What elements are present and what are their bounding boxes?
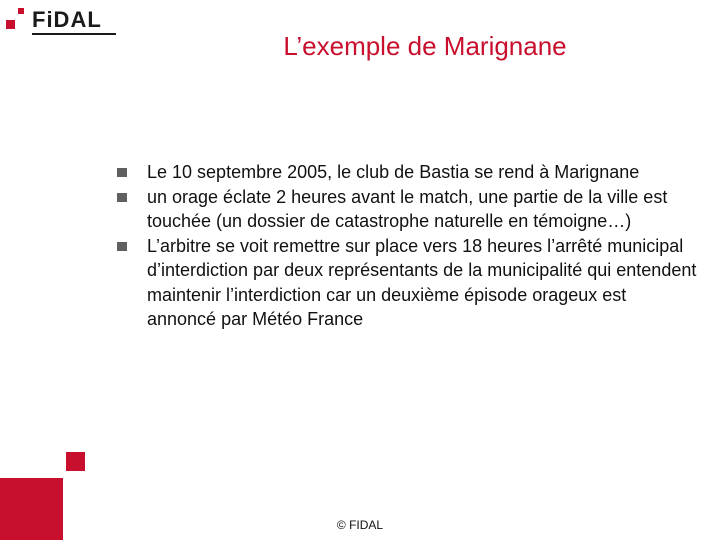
bullet-item [117, 160, 697, 185]
bullet-text: un orage éclate 2 heures avant le match, une partie de la ville est touchée (un dossier de catastrophe naturelle en témoigne…) [147, 186, 668, 231]
decorative-square-large [0, 478, 63, 540]
bullet-item [117, 185, 697, 234]
bullet-item [117, 234, 697, 332]
footer-copyright: © FIDAL [336, 518, 384, 532]
slide-title: L’exemple de Marignane [283, 31, 567, 61]
logo-red-square [6, 20, 15, 29]
logo-underline [32, 33, 116, 35]
bullet-text: L’arbitre se voit remettre sur place vers 18 heures l’arrêté municipal d’interdiction par deux représentants de la municipalité qui entendent maintenir l’interdiction car un deuxième épisode orageux est annoncé par Météo France [147, 235, 697, 329]
logo-text: FiDAL [32, 7, 102, 32]
bullet-text: Le 10 septembre 2005, le club de Bastia se rend à Marignane [147, 162, 640, 182]
square-bullet-icon [117, 193, 127, 202]
logo-red-dot [18, 8, 24, 14]
square-bullet-icon [117, 168, 127, 177]
decorative-square-small [66, 452, 85, 471]
bullet-list [117, 160, 697, 332]
square-bullet-icon [117, 242, 127, 251]
